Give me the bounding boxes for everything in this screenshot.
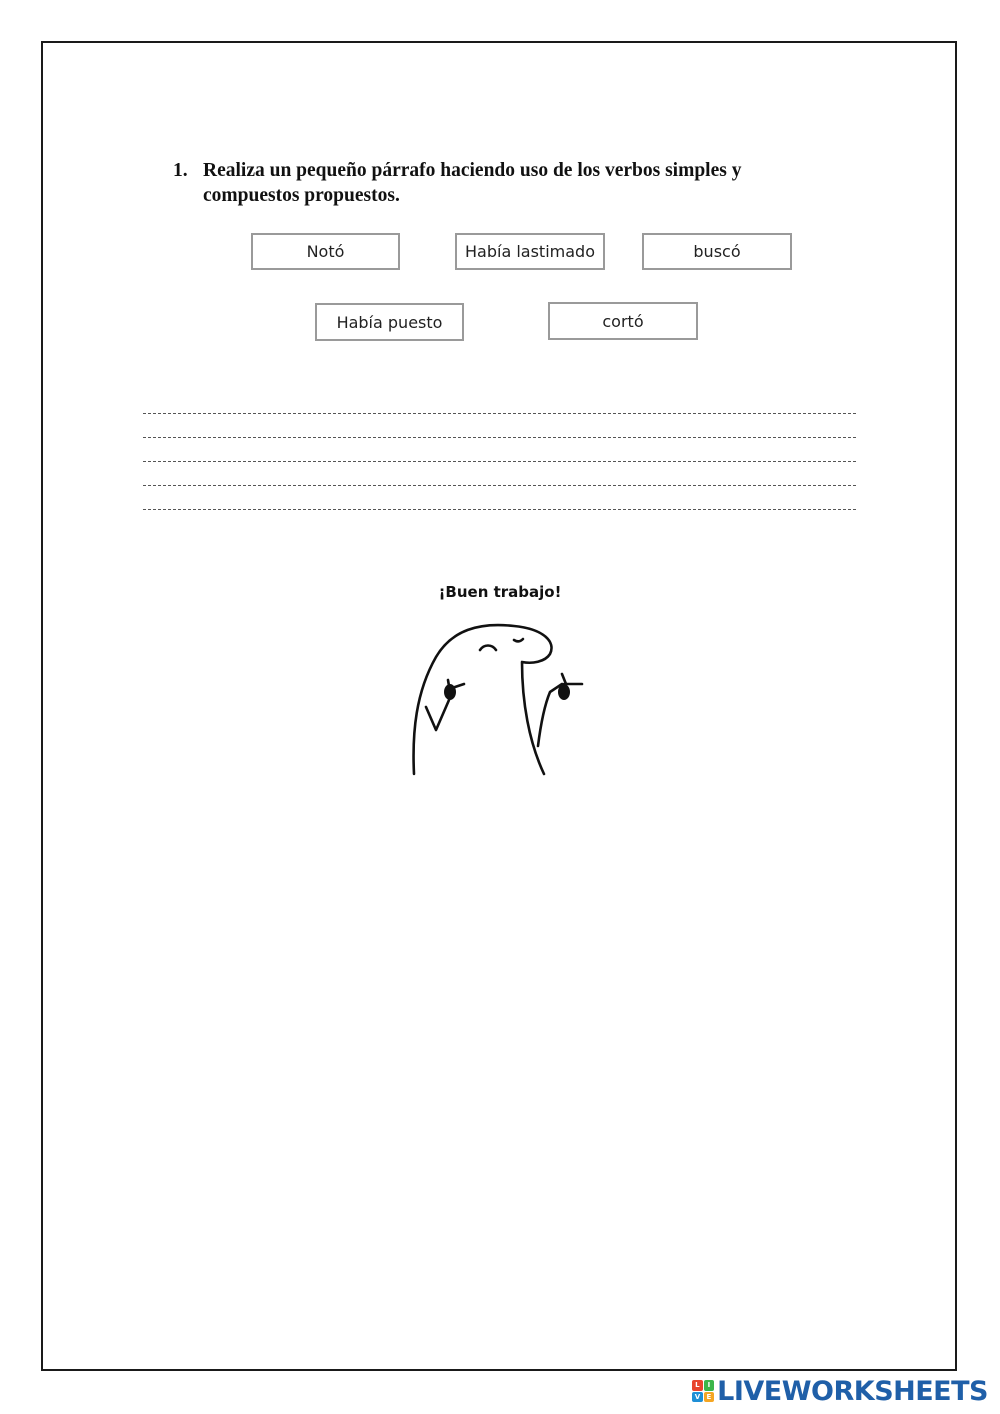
- verb-box-noto[interactable]: Notó: [251, 233, 400, 270]
- answer-line[interactable]: [143, 413, 856, 414]
- verb-box-busco[interactable]: buscó: [642, 233, 792, 270]
- flork-cartoon-illustration: [404, 612, 594, 777]
- liveworksheets-brand: [692, 1376, 988, 1406]
- question-text: Realiza un pequeño párrafo haciendo uso de los verbos simples y compuestos propuestos.: [203, 160, 742, 206]
- answer-line[interactable]: [143, 485, 856, 486]
- answer-line[interactable]: [143, 437, 856, 438]
- congrats-text: ¡Buen trabajo!: [438, 583, 562, 601]
- verb-box-habia-lastimado[interactable]: Había lastimado: [455, 233, 605, 270]
- verb-box-corto[interactable]: cortó: [548, 302, 698, 340]
- answer-line[interactable]: [143, 509, 856, 510]
- question-number: 1.: [173, 160, 188, 181]
- answer-line[interactable]: [143, 461, 856, 462]
- liveworksheets-logo-icon: [692, 1380, 714, 1402]
- logo-letter-v: V: [692, 1392, 703, 1403]
- logo-letter-e: E: [704, 1392, 715, 1403]
- verb-box-habia-puesto[interactable]: Había puesto: [315, 303, 464, 341]
- brand-text: LIVEWORKSHEETS: [717, 1375, 988, 1407]
- logo-letter-l: L: [692, 1380, 703, 1391]
- logo-letter-i: I: [704, 1380, 715, 1391]
- answer-lines[interactable]: [143, 413, 856, 533]
